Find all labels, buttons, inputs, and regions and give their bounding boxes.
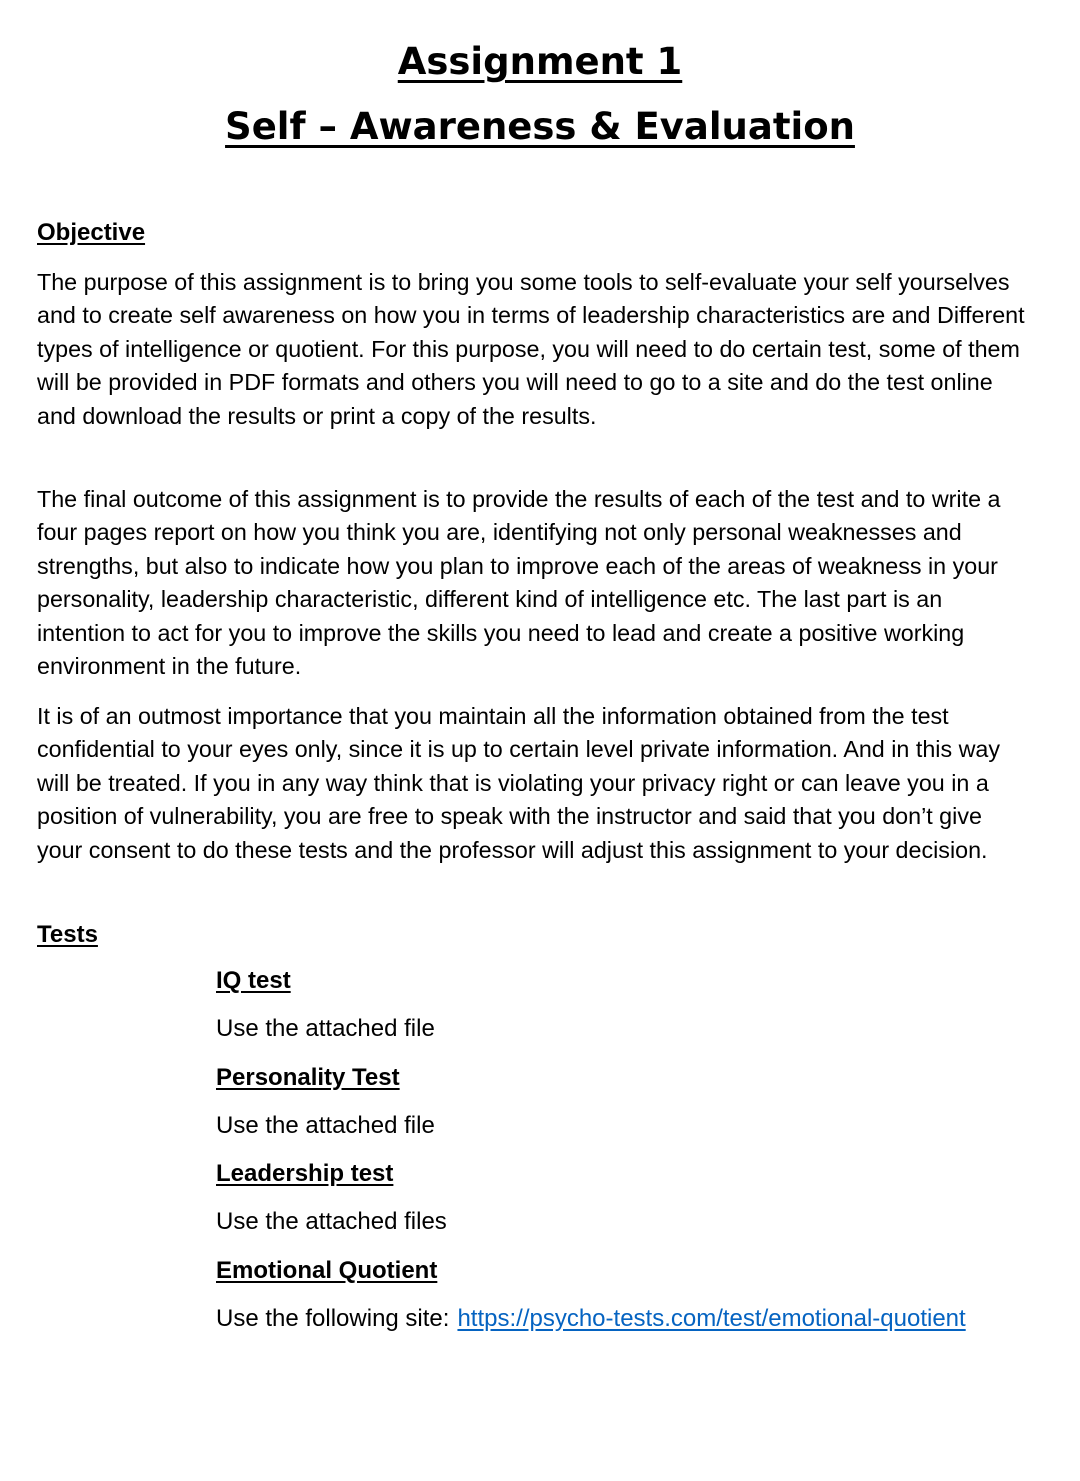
test-instruction: Use the attached files bbox=[216, 1208, 447, 1235]
tests-heading: Tests bbox=[37, 921, 98, 948]
assignment-title bbox=[0, 40, 1080, 84]
tests-list bbox=[216, 966, 1046, 1352]
assignment-title-text: Assignment 1 bbox=[397, 40, 683, 83]
test-item-emotional-quotient bbox=[216, 1256, 1046, 1334]
test-item-leadership bbox=[216, 1159, 1046, 1237]
test-name: Personality Test bbox=[216, 1063, 400, 1091]
test-instruction: Use the attached file bbox=[216, 1015, 435, 1042]
test-instruction: Use the attached file bbox=[216, 1111, 435, 1139]
test-item-personality bbox=[216, 1063, 1046, 1141]
test-name: Leadership test bbox=[216, 1160, 394, 1187]
objective-paragraph-outcome: The final outcome of this assignment is to provide the results of each of the test and to write a four pages report on how you think you are, identifying not only personal weaknesses and strengths, but also to indicate how you plan to improve each of the areas of weakness in your personality, leadership characteristic, different kind of intelligence etc. The last part is an intention to act for you to improve the skills you need to lead and create a positive working environment in the future. bbox=[37, 486, 1001, 680]
test-name: IQ test bbox=[216, 967, 291, 994]
objective-heading: Objective bbox=[37, 219, 146, 246]
assignment-subtitle bbox=[0, 105, 1080, 149]
objective-paragraph-confidentiality: It is of an outmost importance that you maintain all the information obtained from the test confidential to your eyes only, since it is up to certain level private information. And in this way will be treated. If you in any way think that is violating your privacy right or can leave you in a position of vulnerability, you are free to speak with the instructor and said that you don’t give your consent to do these tests and the professor will adjust this assignment to your decision. bbox=[37, 703, 1000, 863]
assignment-subtitle-text: Self – Awareness & Evaluation bbox=[225, 105, 855, 148]
test-name: Emotional Quotient bbox=[216, 1256, 438, 1284]
test-instruction-line bbox=[216, 1304, 1046, 1334]
emotional-quotient-link[interactable]: https://psycho-tests.com/test/emotional-quotient bbox=[457, 1304, 966, 1332]
test-item-iq bbox=[216, 966, 1046, 1044]
test-instruction: Use the following site: bbox=[216, 1304, 450, 1332]
objective-paragraph-purpose: The purpose of this assignment is to bring you some tools to self-evaluate your self yourselves and to create self awareness on how you in terms of leadership characteristics are and Different types of intelligence or quotient. For this purpose, you will need to do certain test, some of them will be provided in PDF formats and others you will need to go to a site and do the test online and download the results or print a copy of the results. bbox=[37, 269, 1025, 429]
